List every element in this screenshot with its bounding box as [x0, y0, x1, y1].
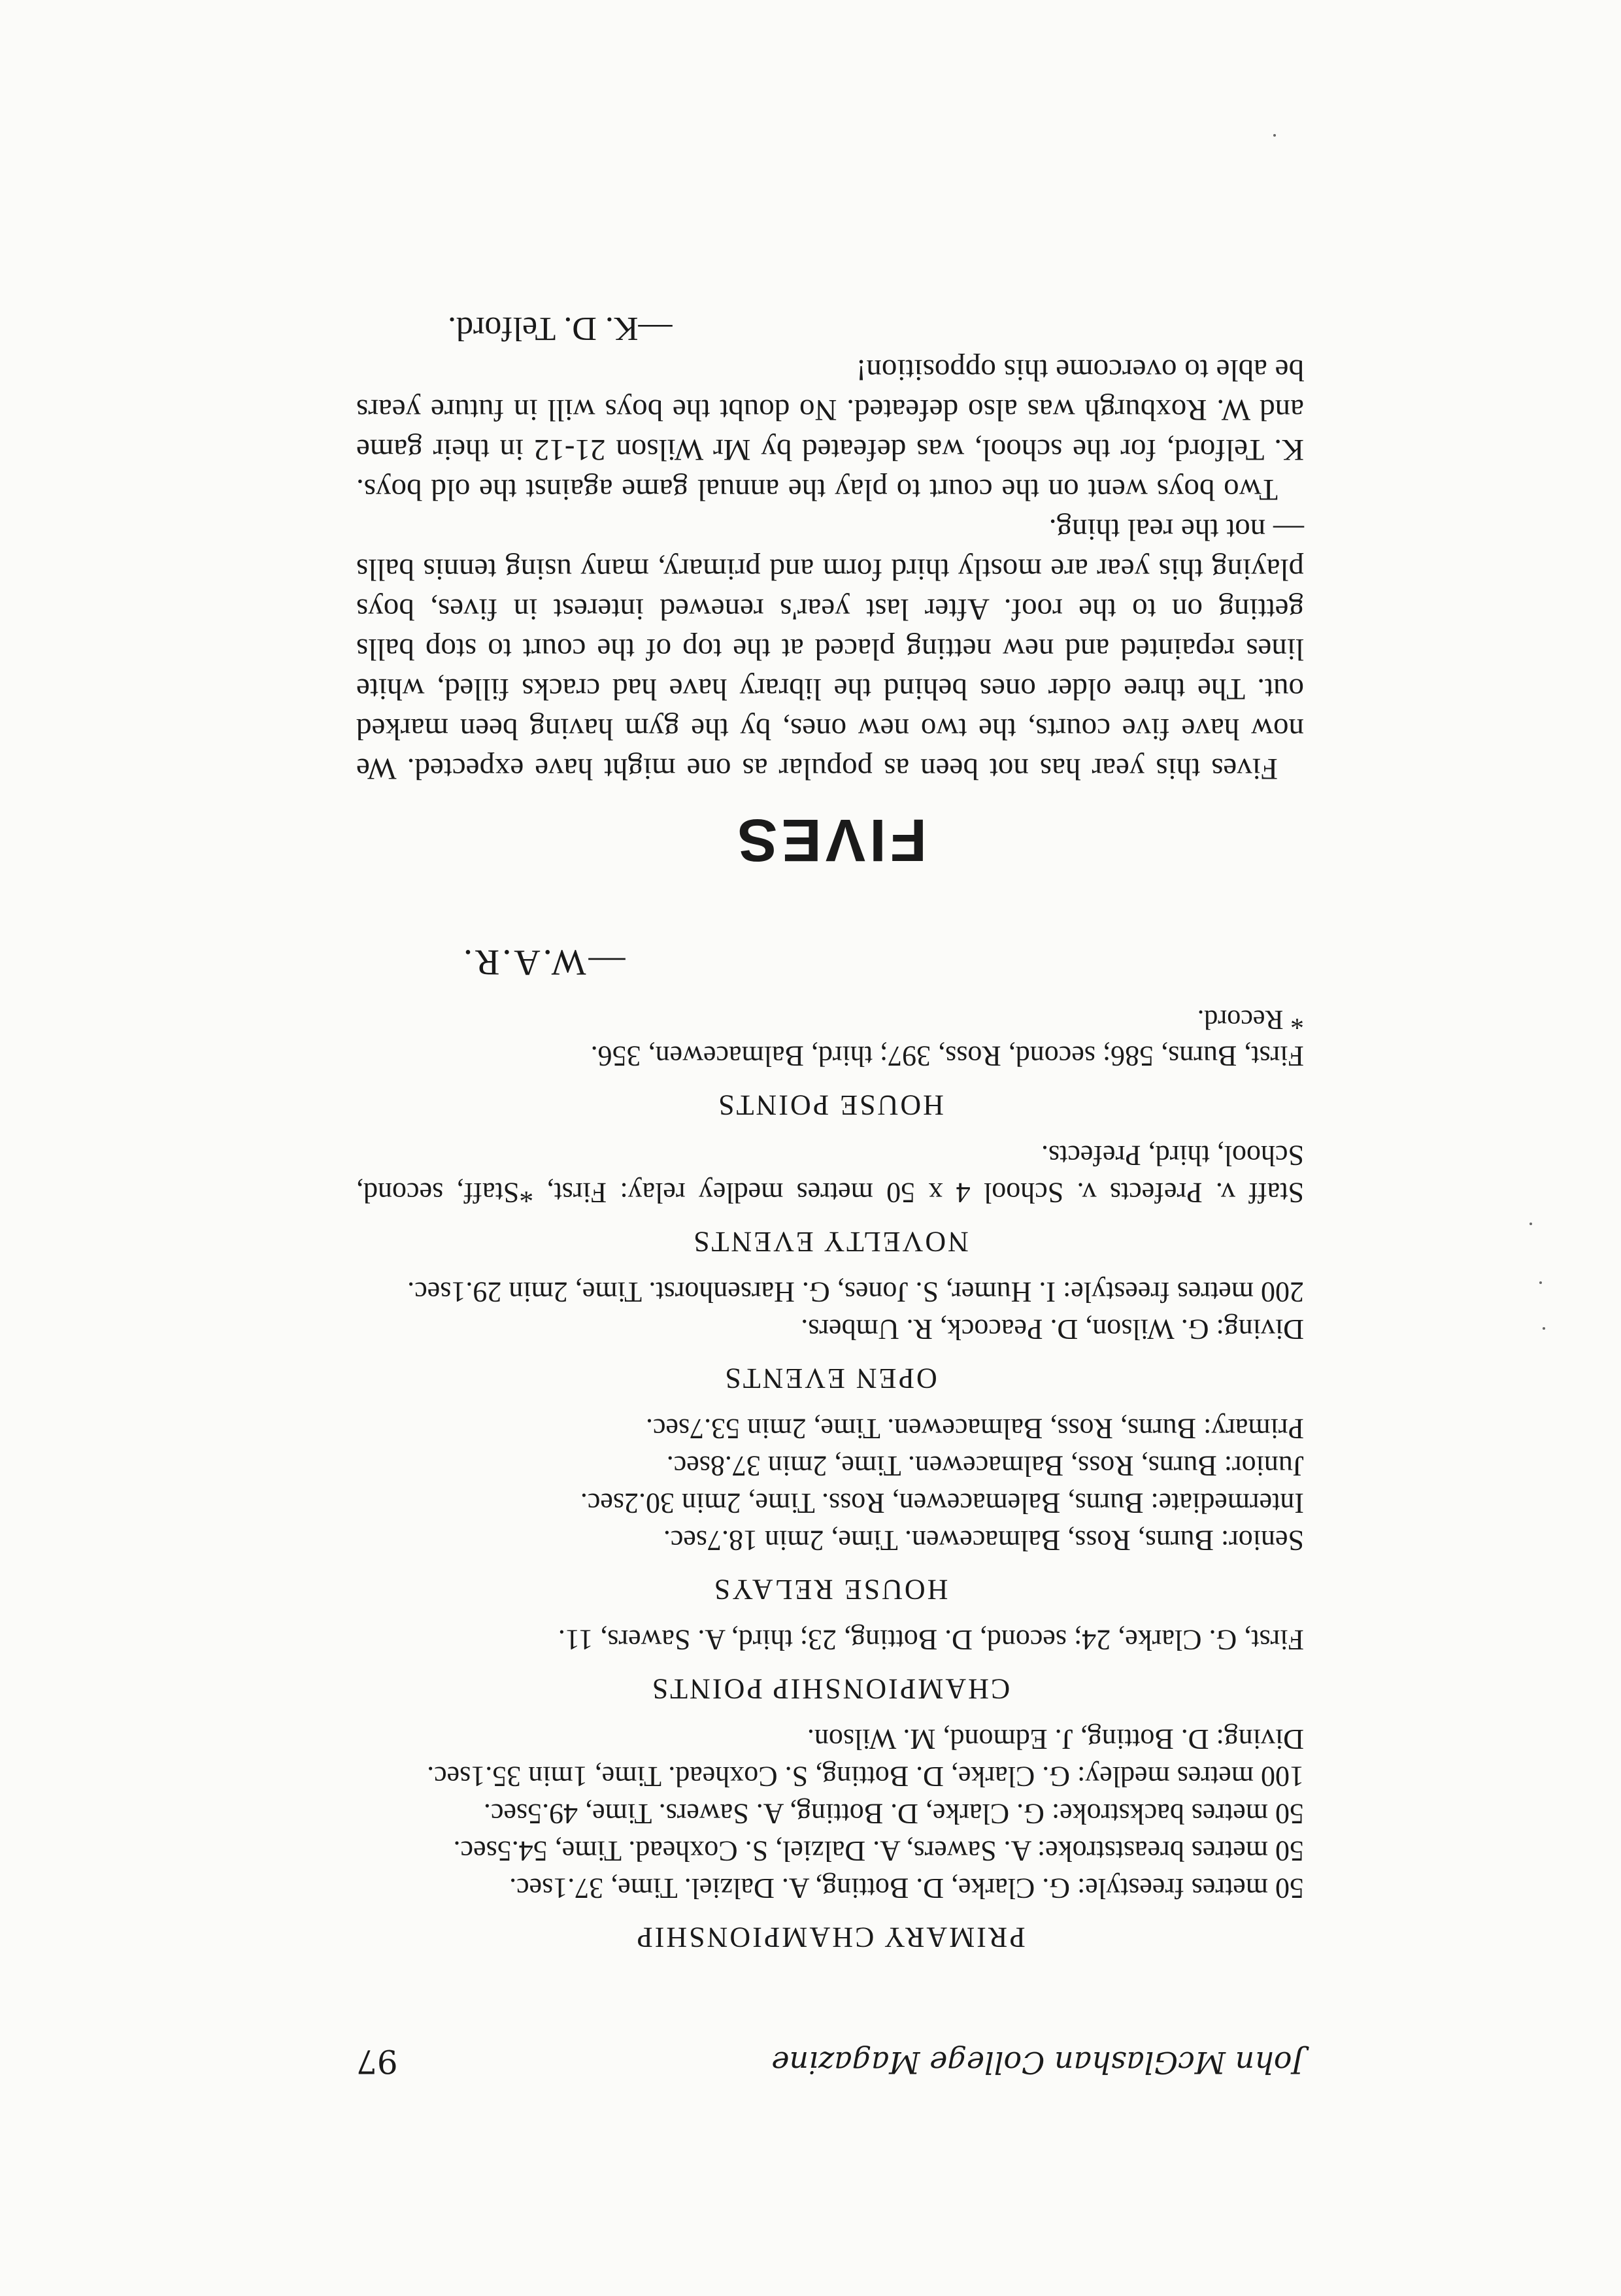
section-heading: NOVELTY EVENTS [692, 1226, 969, 1258]
result-line: Intermediate: Burns, Balemacewen, Ross. Time, 2min 30.2sec. [580, 1487, 1304, 1519]
section-house-points [356, 1000, 1304, 1124]
result-line: First, Burns, 586; second, Ross, 397; third, Balmacewen, 356. [590, 1040, 1304, 1072]
result-line: Primary: Burns, Ross, Balmacewen. Time, 2min 53.7sec. [645, 1413, 1304, 1445]
scan-speck [1539, 1281, 1542, 1284]
section-heading: OPEN EVENTS [723, 1362, 937, 1394]
fives-signature: —K. D. Telford. [448, 310, 673, 347]
section-primary-championship [356, 1721, 1304, 1956]
result-line: Staff v. Prefects v. School 4 x 50 metres medley relay: First, *Staff, second, School, third, Prefects. [356, 1140, 1304, 1209]
result-line: 50 metres breaststroke: A. Sawers, A. Dalziel, S. Coxhead. Time, 54.5sec. [453, 1835, 1304, 1867]
result-line: 50 metres freestyle: G. Clarke, D. Botting, A. Dalziel. Time, 37.1sec. [509, 1872, 1304, 1904]
section-heading: CHAMPIONSHIP POINTS [650, 1673, 1011, 1705]
page-header [356, 2041, 1304, 2080]
section-heading: HOUSE RELAYS [712, 1574, 948, 1606]
result-line: 50 metres backstroke: G. Clarke, D. Botting, A. Sawers. Time, 49.5sec. [483, 1798, 1304, 1830]
record-note: * Record. [1197, 1004, 1304, 1034]
fives-paragraph: Fives this year has not been as popular as one might have expected. We now have five courts, the two new ones, by the gym having been marked out. The three older ones behind the library have had cracks filled, white lines repainted and new netting placed at the top of the court to stop balls getting on to the roof. After last year's renewed interest in fives, boys playing this year are mostly third form and primary, many using tennis balls — not the real thing. [356, 513, 1304, 786]
result-line: Junior: Burns, Ross, Balmacewen. Time, 2min 37.8sec. [666, 1450, 1304, 1482]
page-number: 97 [356, 2042, 398, 2080]
scan-speck [1543, 1327, 1545, 1330]
fives-article [356, 310, 1304, 873]
swimming-signature: —W.A.R. [461, 942, 626, 983]
section-heading: PRIMARY CHAMPIONSHIP [635, 1921, 1026, 1953]
result-line: 100 metres medley: G. Clarke, D. Botting, S. Coxhead. Time, 1min 35.1sec. [427, 1761, 1304, 1793]
fives-paragraph: Two boys went on the court to play the annual game against the old boys. K. Telford, for the school, was defeated by Mr Wilson 21-12 in their game and W. Roxburgh was also defeated. No doubt the boys will in future years be able to overcome this opposition! [356, 353, 1304, 507]
scan-speck [1273, 134, 1276, 137]
fives-body [356, 350, 1304, 788]
section-house-relays [356, 1410, 1304, 1608]
section-novelty-events [356, 1137, 1304, 1260]
result-line: Diving: G. Wilson, D. Peacock, R. Umbers. [801, 1313, 1304, 1345]
section-open-events [356, 1274, 1304, 1397]
section-championship-points [356, 1621, 1304, 1708]
magazine-title: John McGlashan College Magazine [771, 2045, 1304, 2080]
swimming-results [356, 310, 1304, 1969]
section-heading: HOUSE POINTS [716, 1089, 944, 1121]
result-line: Diving: D. Botting, J. Edmond, M. Wilson. [807, 1723, 1304, 1755]
result-line: Senior: Burns, Ross, Balmacewen. Time, 2min 18.7sec. [663, 1525, 1304, 1557]
result-line: 200 metres freestyle: I. Humer, S. Jones, G. Harsenhorst. Time, 2min 29.1sec. [407, 1276, 1304, 1308]
result-line: First, G. Clarke, 24; second, D. Botting, 23; third, A. Sawers, 11. [558, 1624, 1304, 1656]
scan-speck [1529, 1223, 1532, 1225]
fives-title: FIVES [733, 807, 927, 873]
